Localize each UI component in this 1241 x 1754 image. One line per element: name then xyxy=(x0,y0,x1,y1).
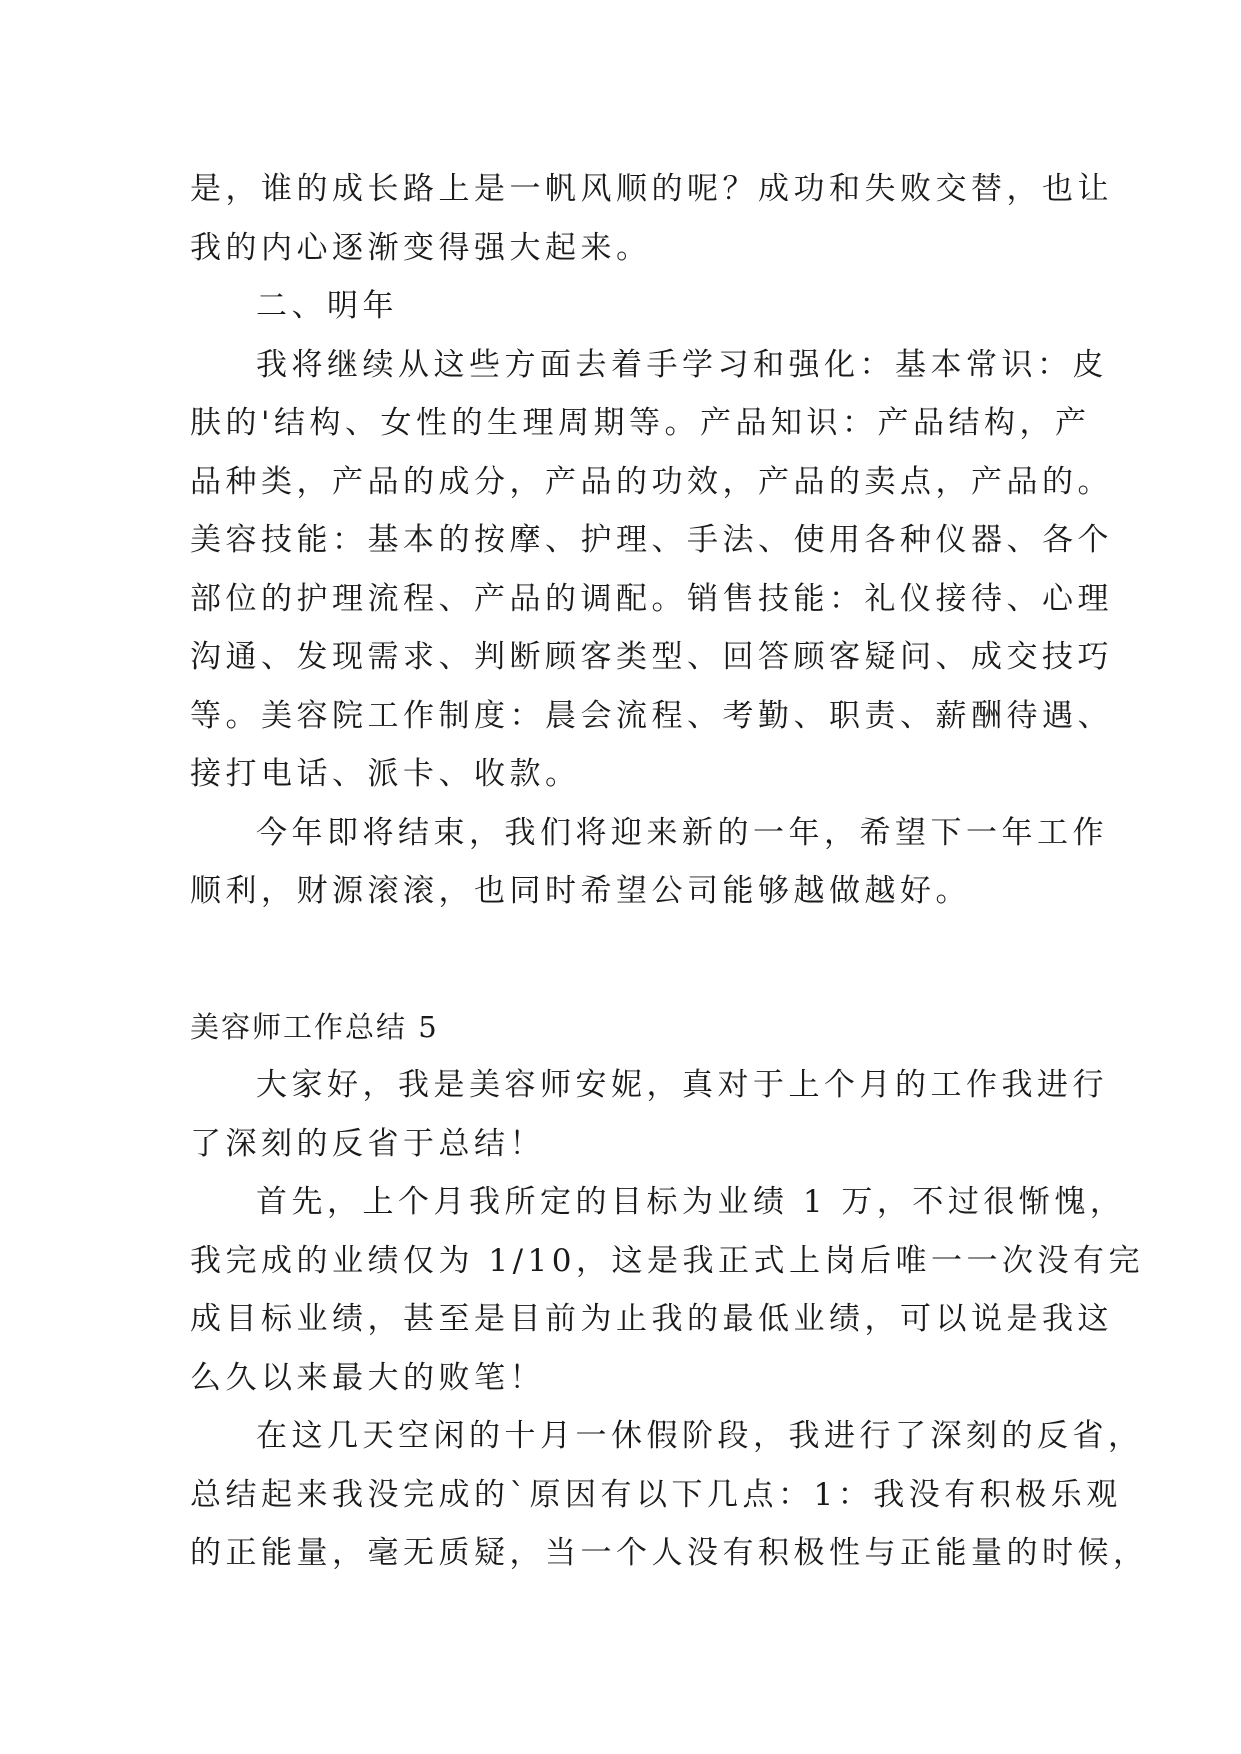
text-line: 首先，上个月我所定的目标为业绩 1 万，不过很惭愧， xyxy=(256,1184,1126,1220)
paragraph-greeting xyxy=(190,1056,1108,1173)
text-line: 总结起来我没完成的`原因有以下几点：1：我没有积极乐观 xyxy=(190,1476,1122,1513)
section-title: 美容师工作总结 5 xyxy=(190,1009,439,1044)
text-line: 接打电话、派卡、收款。 xyxy=(190,756,581,792)
text-line: 今年即将结束，我们将迎来新的一年，希望下一年工作 xyxy=(256,814,1108,851)
text-line: 沟通、发现需求、判断顾客类型、回答顾客疑问、成交技巧 xyxy=(190,639,1113,675)
document-body xyxy=(190,160,1149,1583)
text-line: 品种类，产品的成分，产品的功效，产品的卖点，产品的。 xyxy=(190,463,1113,500)
text-line: 成目标业绩，甚至是目前为止我的最低业绩，可以说是我这 xyxy=(190,1301,1113,1337)
subheading: 二、明年 xyxy=(256,288,398,324)
text-line: 美容技能：基本的按摩、护理、手法、使用各种仪器、各个 xyxy=(190,522,1113,558)
text-line: 是，谁的成长路上是一帆风顺的呢？成功和失败交替，也让 xyxy=(190,171,1113,207)
text-line: 我的内心逐渐变得强大起来。 xyxy=(190,229,652,266)
paragraph-study-plan xyxy=(190,336,1113,804)
text-line: 我完成的业绩仅为 1/10，这是我正式上岗后唯一一次没有完 xyxy=(190,1242,1144,1279)
text-line: 么久以来最大的败笔！ xyxy=(190,1359,545,1396)
text-line: 顺利，财源滚滚，也同时希望公司能够越做越好。 xyxy=(190,873,971,909)
text-line: 我将继续从这些方面去着手学习和强化：基本常识：皮 xyxy=(256,346,1108,383)
text-line: 在这几天空闲的十月一休假阶段，我进行了深刻的反省， xyxy=(256,1418,1144,1454)
paragraph-closing xyxy=(190,804,1108,921)
text-line: 大家好，我是美容师安妮，真对于上个月的工作我进行 xyxy=(256,1067,1108,1103)
text-line: 部位的护理流程、产品的调配。销售技能：礼仪接待、心理 xyxy=(190,580,1113,617)
paragraph-reflection xyxy=(190,1407,1149,1583)
text-line: 了深刻的反省于总结！ xyxy=(190,1125,545,1162)
text-line: 的正能量，毫无质疑，当一个人没有积极性与正能量的时候， xyxy=(190,1535,1149,1571)
section-gap xyxy=(190,921,1070,998)
text-line: 等。美容院工作制度：晨会流程、考勤、职责、薪酬待遇、 xyxy=(190,697,1113,734)
text-line: 肤的'结构、女性的生理周期等。产品知识：产品结构，产 xyxy=(190,405,1091,441)
paragraph-continuation xyxy=(190,160,1113,277)
paragraph-performance xyxy=(190,1173,1144,1407)
